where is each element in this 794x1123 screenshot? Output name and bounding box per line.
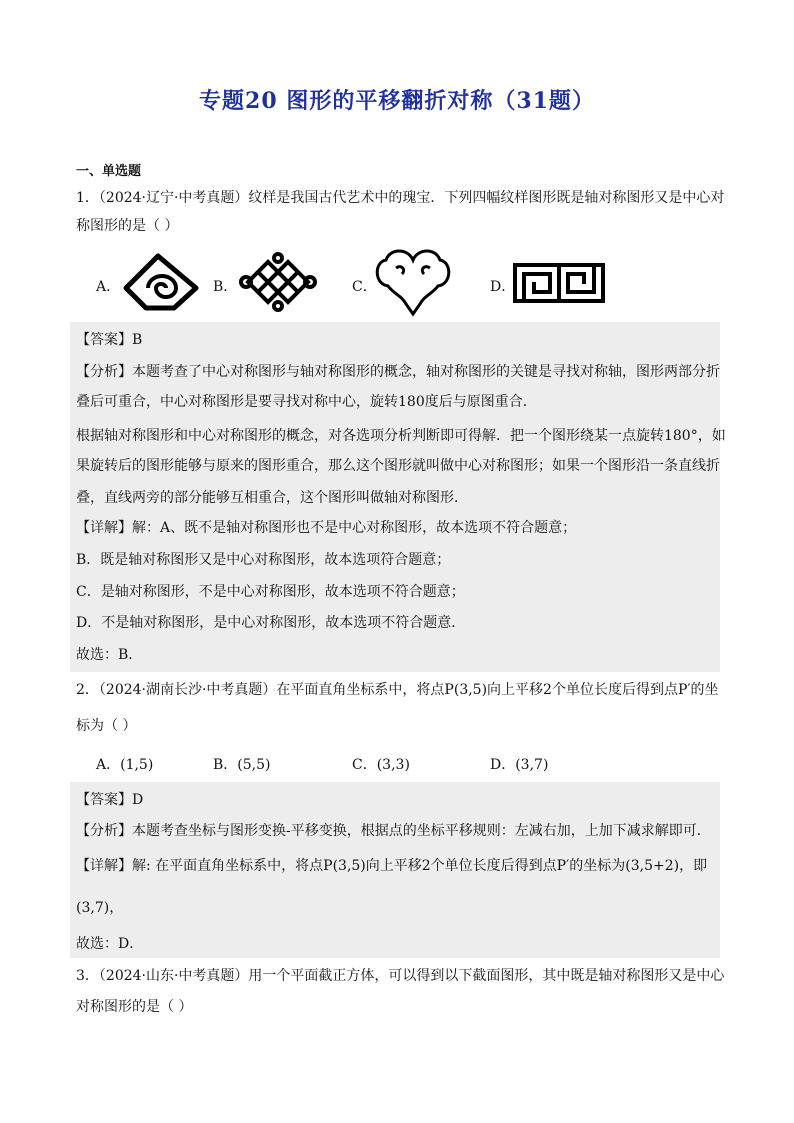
q1-analysis-line2: 叠后可重合，中心对称图形是要寻找对称中心，旋转180度后与原图重合． xyxy=(76,394,537,410)
q3-stem-line2: 对称图形的是（ ） xyxy=(76,999,193,1015)
q1-detail-line1: 【详解】解：A、既不是轴对称图形也不是中心对称图形，故本选项不符合题意； xyxy=(76,520,577,536)
meander-fret-pattern-icon xyxy=(512,262,606,304)
cloud-spiral-pattern-icon xyxy=(118,248,204,312)
q1-analysis-line4: 果旋转后的图形能够与原来的图形重合，那么这个图形就叫做中心对称图形；如果一个图形沿一条直线折 xyxy=(76,458,720,474)
q1-conclusion: 故选：B． xyxy=(76,647,143,663)
ruyi-cloud-pattern-icon xyxy=(372,246,454,318)
page-title: 专题20 图形的平移翻折对称（31题） xyxy=(199,88,595,114)
q2-answer: 【答案】D xyxy=(76,792,144,808)
q2-option-b: B．(5,5) xyxy=(213,757,271,773)
q2-conclusion: 故选：D． xyxy=(76,936,144,952)
q1-option-c-label: C． xyxy=(352,279,377,295)
q2-detail-line2: (3,7)， xyxy=(76,900,124,916)
q2-option-d: D．(3,7) xyxy=(490,757,549,773)
q1-stem-line2: 称图形的是（ ） xyxy=(76,218,179,234)
q1-analysis-line5: 叠，直线两旁的部分能够互相重合，这个图形叫做轴对称图形． xyxy=(76,490,468,506)
q1-option-b-label: B． xyxy=(213,279,238,295)
q1-option-d-label: D． xyxy=(490,279,516,295)
q1-stem-line1: 1．（2024·辽宁·中考真题）纹样是我国古代艺术中的瑰宝．下列四幅纹样图形既是轴对称图形又是中心对 xyxy=(76,190,725,206)
q1-analysis-line3: 根据轴对称图形和中心对称图形的概念，对各选项分析判断即可得解．把一个图形绕某一点旋转180°，如 xyxy=(76,428,726,444)
q1-answer: 【答案】B xyxy=(76,332,143,348)
q1-detail-line3: C．是轴对称图形，不是中心对称图形，故本选项不符合题意； xyxy=(76,584,465,600)
q2-option-a: A．(1,5) xyxy=(96,757,154,773)
chinese-knot-pattern-icon xyxy=(238,252,318,312)
q2-option-c: C．(3,3) xyxy=(352,757,410,773)
q2-detail-line1: 【详解】解: 在平面直角坐标系中，将点P(3,5)向上平移2个单位长度后得到点P′的坐标为(3,5+2)，即 xyxy=(76,858,708,874)
q1-detail-line4: D．不是轴对称图形，是中心对称图形，故本选项不符合题意． xyxy=(76,615,466,631)
q1-detail-line2: B．既是轴对称图形又是中心对称图形，故本选项符合题意； xyxy=(76,552,451,568)
q2-stem-line1: 2．（2024·湖南长沙·中考真题）在平面直角坐标系中，将点P(3,5)向上平移2个单位长度后得到点P′的坐 xyxy=(76,682,719,698)
q1-option-a-label: A． xyxy=(96,279,121,295)
q1-analysis-line1: 【分析】本题考查了中心对称图形与轴对称图形的概念，轴对称图形的关键是寻找对称轴，图形两部分折 xyxy=(76,364,720,380)
section-heading: 一、单选题 xyxy=(76,164,142,179)
q2-stem-line2: 标为（ ） xyxy=(76,718,137,734)
q3-stem-line1: 3．（2024·山东·中考真题）用一个平面截正方体，可以得到以下截面图形，其中既是轴对称图形又是中心 xyxy=(76,968,725,984)
q2-analysis-line1: 【分析】本题考查坐标与图形变换-平移变换，根据点的坐标平移规则：左减右加，上加下减求解即可． xyxy=(76,823,711,839)
